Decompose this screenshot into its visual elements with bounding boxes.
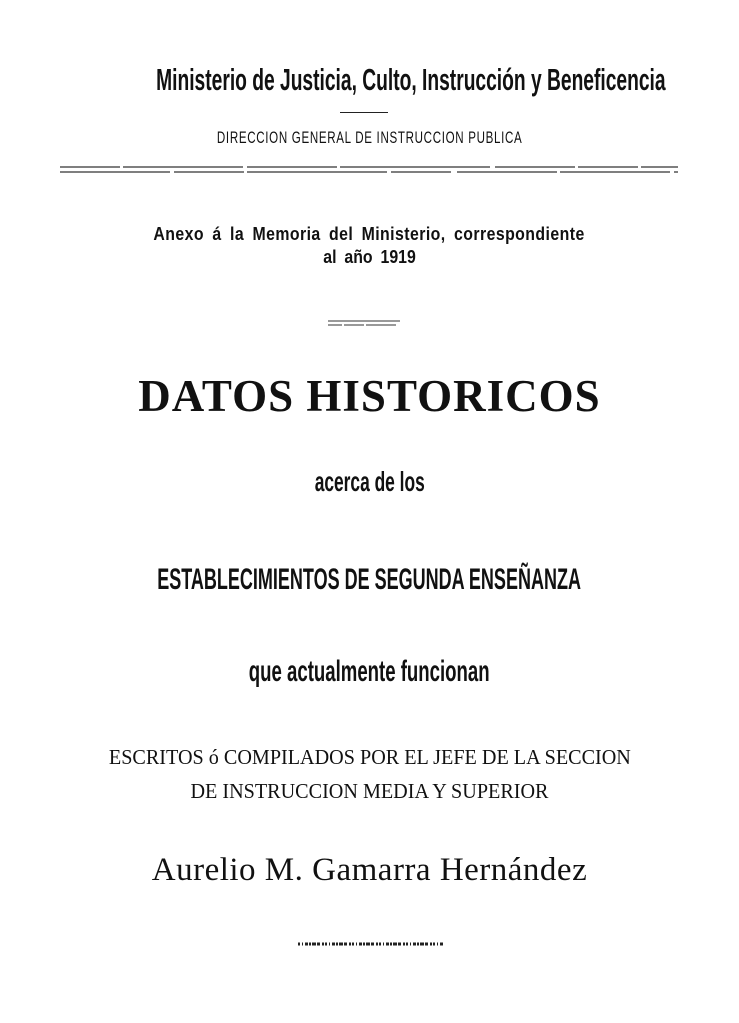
credits-line-2 — [0, 779, 739, 804]
ornament-rule — [328, 318, 400, 328]
imprint-ornament — [298, 940, 444, 948]
subtitle-establecimientos-text: ESTABLECIMIENTOS DE SEGUNDA ENSEÑANZA — [157, 563, 582, 596]
subtitle-funcionan — [0, 655, 739, 689]
subtitle-establecimientos — [0, 563, 739, 597]
direction-heading-text: DIRECCION GENERAL DE INSTRUCCION PUBLICA — [216, 128, 523, 147]
short-divider-top — [340, 112, 388, 113]
annex-line-2 — [0, 247, 739, 268]
header-double-rule — [60, 164, 678, 176]
subtitle-acerca — [0, 466, 739, 498]
main-title: DATOS HISTORICOS — [138, 371, 601, 421]
annex-line-2-text: al año 1919 — [323, 247, 416, 267]
ministry-title-text: Ministerio de Justicia, Culto, Instrucción y Beneficencia — [156, 62, 666, 97]
credits-line-1-text: ESCRITOS ó COMPILADOS POR EL JEFE DE LA SECCION — [108, 745, 631, 769]
ministry-title — [0, 62, 739, 98]
credits-line-1 — [0, 745, 739, 770]
subtitle-acerca-text: acerca de los — [314, 466, 425, 497]
annex-line-1-text: Anexo á la Memoria del Ministerio, correspondiente — [153, 224, 586, 244]
direction-heading — [0, 128, 739, 148]
credits-line-2-text: DE INSTRUCCION MEDIA Y SUPERIOR — [190, 779, 549, 803]
subtitle-funcionan-text: que actualmente funcionan — [249, 655, 490, 688]
author-name: Aurelio M. Gamarra Hernández — [151, 852, 588, 888]
annex-line-1 — [0, 224, 739, 245]
